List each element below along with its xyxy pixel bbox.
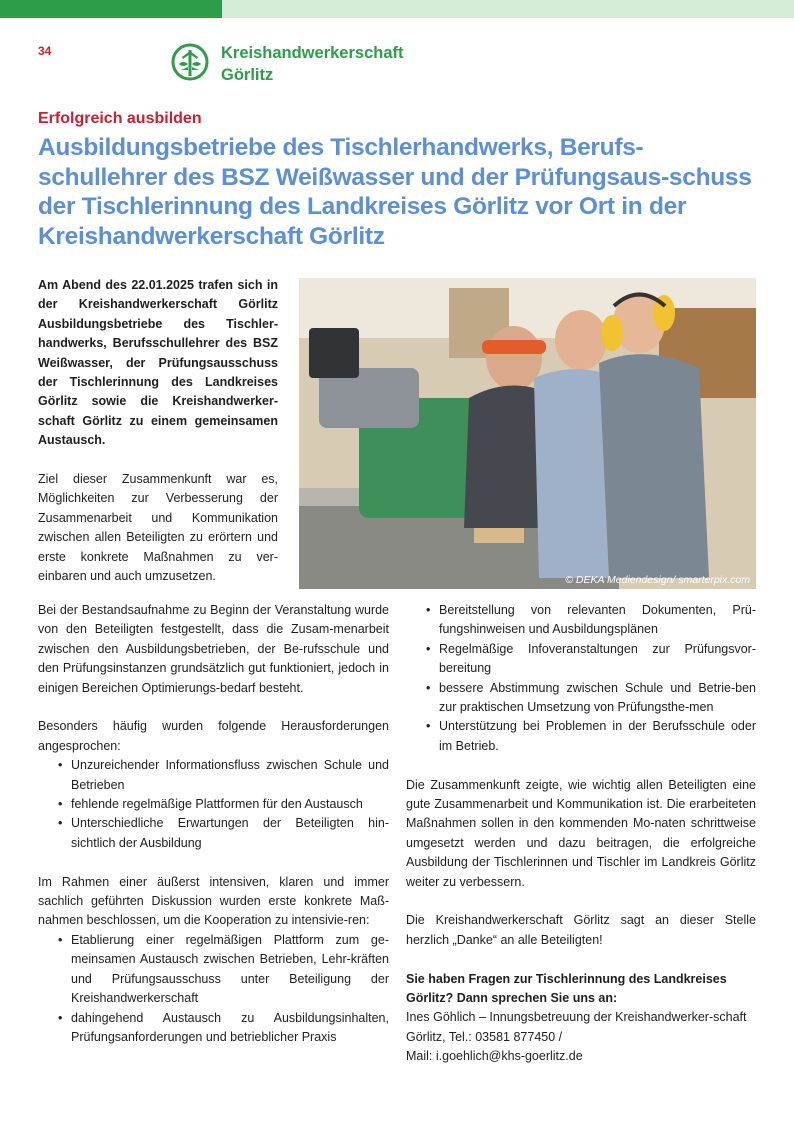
page-number: 34 — [38, 44, 52, 58]
workshop-photo — [299, 278, 756, 589]
workshop-photo-illustration — [299, 278, 756, 589]
contact-line-1: Ines Göhlich – Innungsbetreuung der Kreishandwerker-schaft Görlitz, Tel.: 03581 877450 / — [406, 1010, 747, 1044]
top-bar-dark — [0, 0, 222, 18]
list-item: • Unterschiedliche Erwartungen der Beteiligten hin-sichtlich der Ausbildung — [71, 814, 389, 853]
measures-list-right — [406, 601, 756, 756]
photo-credit: © DEKA Mediendesign/ smarterpix.com — [565, 574, 750, 586]
contact-heading: Sie haben Fragen zur Tischlerinnung des Landkreises Görlitz? Dann sprechen Sie uns an: — [406, 971, 727, 1006]
challenges-list — [38, 756, 389, 853]
section-kicker: Erfolgreich ausbilden — [38, 110, 202, 127]
conclusion-paragraph: Die Zusammenkunft zeigte, wie wichtig allen Beteiligten eine gute Zusammenarbeit und Kommunikation ist. Die erarbeiteten Maßnahmen sollen in den kommenden Mo-naten schrittweise umgesetzt werden und dazu beitragen, die erfolgreiche Ausbildung der Tischlerinnen und Tischler im Landkreis Görlitz weiter zu verbessern. — [406, 777, 756, 889]
list-item: • Bereitstellung von relevanten Dokumenten, Prü-fungshinweisen und Ausbildungsplänen — [439, 601, 756, 640]
left-column — [38, 601, 389, 1067]
intro-paragraph: Am Abend des 22.01.2025 trafen sich in der Kreishandwerkerschaft Görlitz Ausbildungsbetriebe des Tischler-handwerks, Berufsschullehrer des BSZ Weißwasser, der Prüfungsausschuss der Tischlerinnung des Landkreises Görlitz sowie die Kreishandwerker-schaft Görlitz zu einem gemeinsamen Austausch. — [38, 278, 278, 448]
list-item: • Unzureichender Informationsfluss zwischen Schule und Betrieben — [71, 756, 389, 795]
logo-text — [221, 42, 404, 86]
top-bar-light — [222, 0, 794, 18]
logo-line-2: Görlitz — [221, 66, 274, 84]
list-item: • dahingehend Austausch zu Ausbildungsinhalten, Prüfungsanforderungen und betrieblicher Praxis — [71, 1009, 389, 1048]
challenges-intro: Besonders häufig wurden folgende Herausforderungen angesprochen: — [38, 719, 389, 753]
measures-list-left — [38, 931, 389, 1047]
list-item: • fehlende regelmäßige Plattformen für den Austausch — [71, 795, 389, 814]
inventory-paragraph: Bei der Bestandsaufnahme zu Beginn der Veranstaltung wurde von den Beteiligten festgestellt, dass die Zusam-menarbeit zwischen den Ausbildungsbetrieben, der Be-rufsschule und den Prüfungsinstanzen grundsätzlich gut funktioniert, jedoch in einigen Bereichen Optimierungs-bedarf besteht. — [38, 603, 389, 695]
article-headline: Ausbildungsbetriebe des Tischlerhandwerks, Berufs-schullehrer des BSZ Weißwasser und der Prüfungsaus-schuss der Tischlerinnung des Landkreises Görlitz vor Ort in der Kreishandwerkerschaft Görlitz — [38, 134, 752, 250]
measures-intro: Im Rahmen einer äußerst intensiven, klaren und immer sachlich geführten Diskussion wurden erste konkrete Maß-nahmen beschlossen, um die Kooperation zu intensivie-ren: — [38, 874, 389, 928]
list-item: • bessere Abstimmung zwischen Schule und Betrie-ben zur praktischen Umsetzung von Prüfungsthe-men — [439, 679, 756, 718]
goal-paragraph: Ziel dieser Zusammenkunft war es, Möglichkeiten zur Verbesserung der Zusammenarbeit und Kommunikation zwischen allen Beteiligten zu erörtern und erste konkrete Maßnahmen zu ver-einbaren und auch umzusetzen. — [38, 472, 278, 584]
thanks-paragraph: Die Kreishandwerkerschaft Görlitz sagt an dieser Stelle herzlich „Danke“ an alle Beteiligten! — [406, 913, 756, 947]
tree-emblem-icon — [171, 42, 209, 82]
contact-email[interactable]: Mail: i.goehlich@khs-goerlitz.de — [406, 1049, 583, 1064]
right-column — [406, 601, 756, 1067]
list-item: • Etablierung einer regelmäßigen Plattform zum ge-meinsamen Austausch zwischen Betrieben, Lehr-kräften und Prüfungsausschuss unter Beteiligung der Kreishandwerkerschaft — [71, 931, 389, 1009]
list-item: • Regelmäßige Infoveranstaltungen zur Prüfungsvor-bereitung — [439, 640, 756, 679]
list-item: • Unterstützung bei Problemen in der Berufsschule oder im Betrieb. — [439, 717, 756, 756]
logo-line-1: Kreishandwerkerschaft — [221, 44, 404, 62]
